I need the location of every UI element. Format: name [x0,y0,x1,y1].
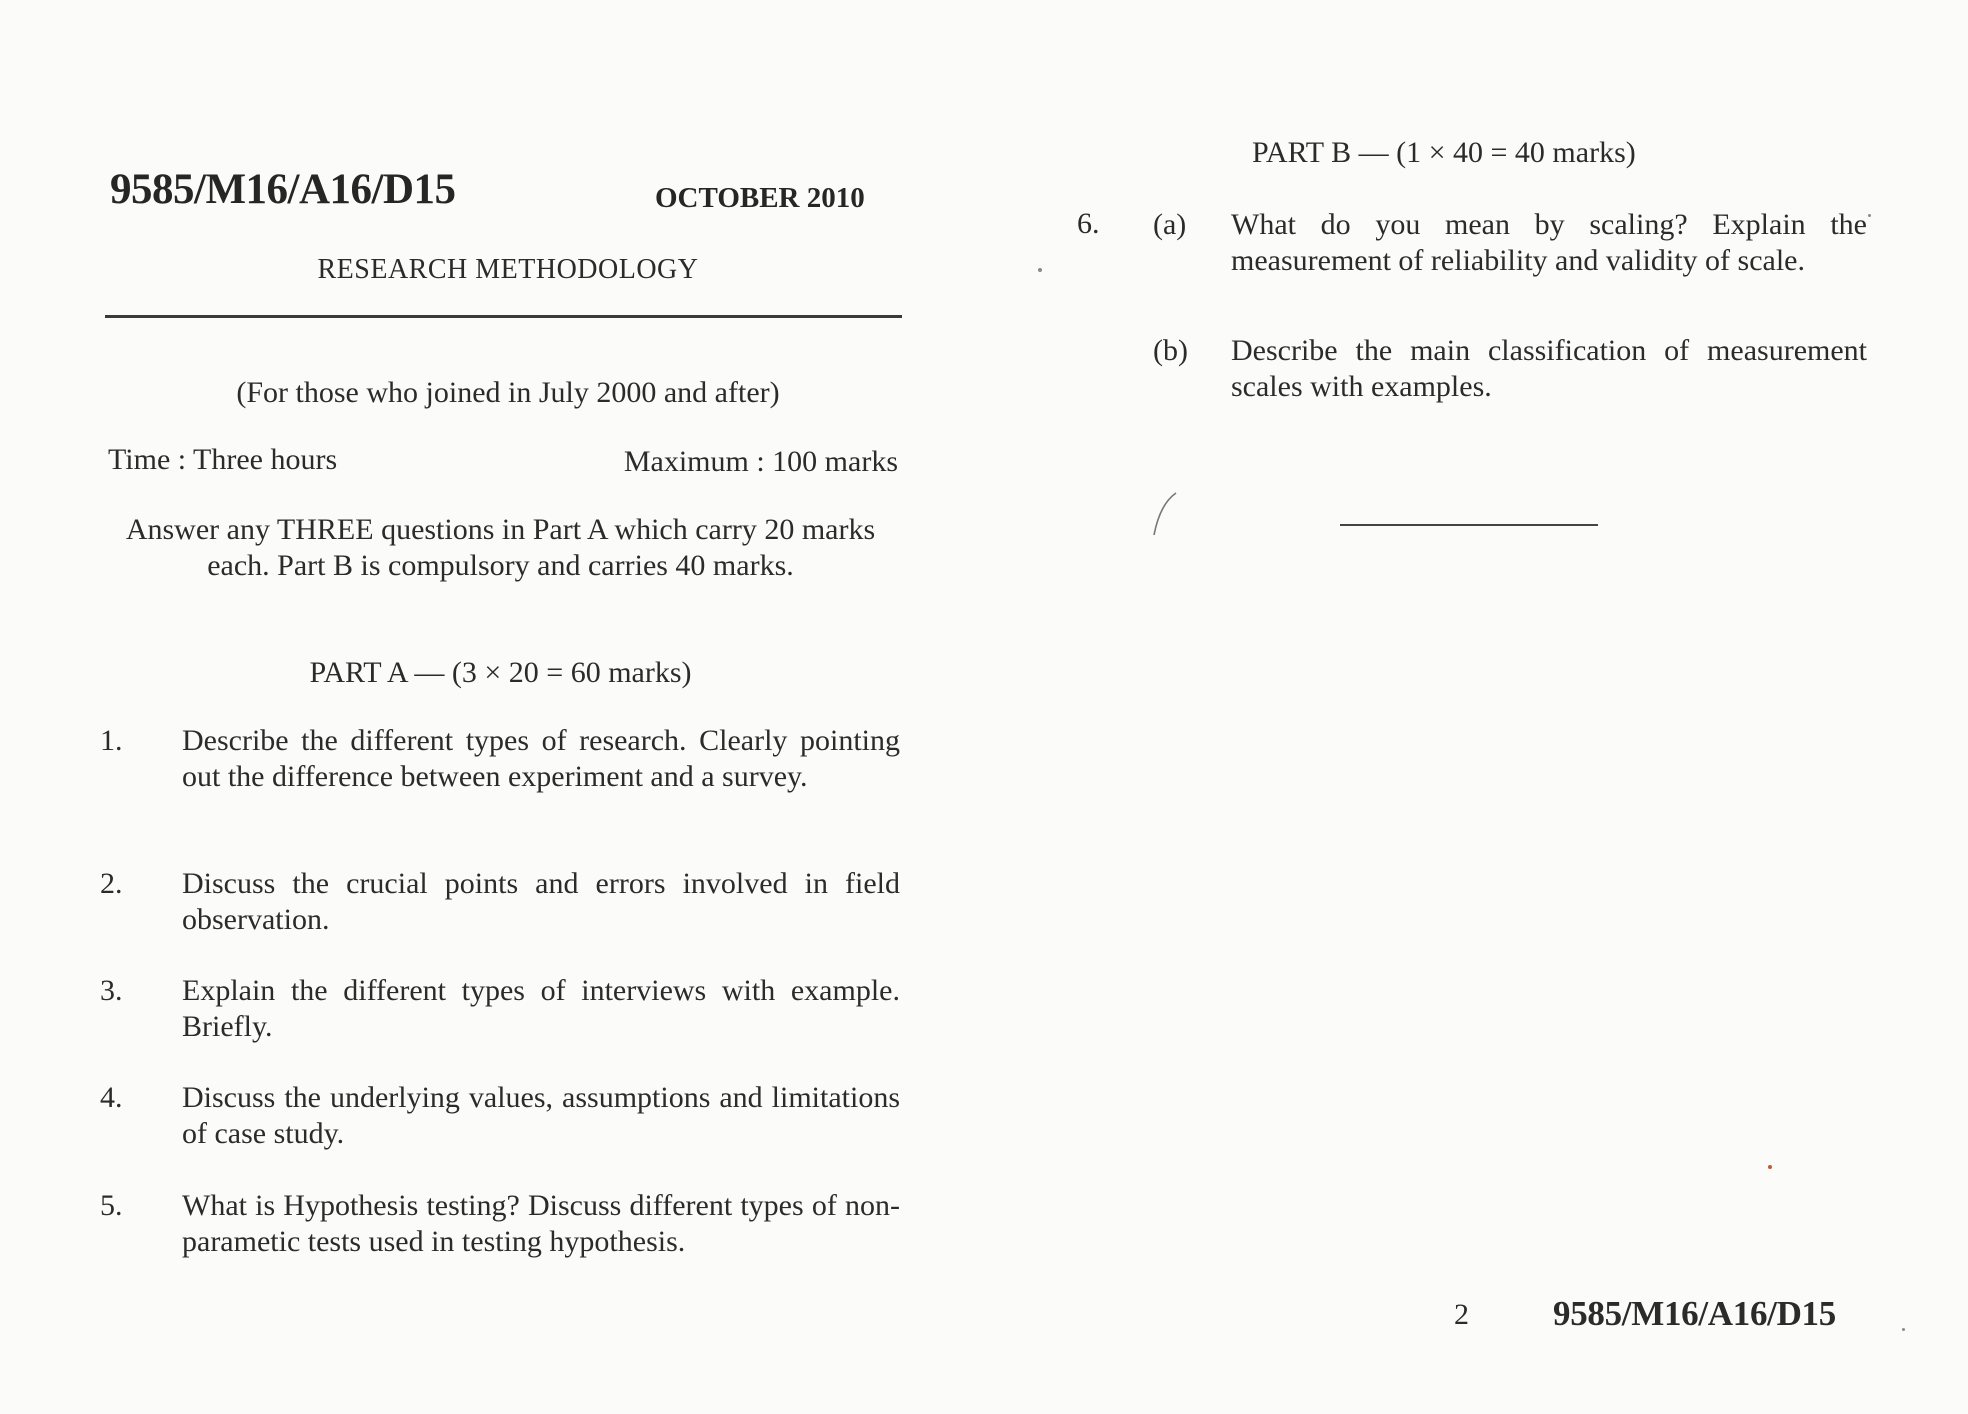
maximum-marks: Maximum : 100 marks [623,445,898,478]
question-number: 3. [100,974,123,1007]
question-text: Discuss the underlying values, assumptions and limitations of case study. [182,1081,900,1150]
subquestion-item [1153,333,1867,405]
exam-date: OCTOBER 2010 [655,182,865,214]
page-number: 2 [1454,1298,1469,1331]
subquestion-label: (a) [1153,208,1187,241]
time-allowed: Time : Three hours [108,443,338,476]
eligibility-note: (For those who joined in July 2000 and after) [236,376,780,409]
scan-speck [1868,214,1871,217]
subquestion-item [1153,207,1867,279]
question-number: 1. [100,724,123,757]
question-text: Discuss the crucial points and errors involved in field observation. [182,867,900,936]
question-number: 4. [100,1081,123,1114]
question-item [100,973,900,1045]
question-number: 2. [100,867,123,900]
question-item [100,1080,900,1152]
subject-title: RESEARCH METHODOLOGY [317,254,699,285]
scan-speck [1768,1165,1772,1169]
question-text: Describe the different types of research. Clearly pointing out the difference between experiment and a survey. [182,724,900,793]
end-of-paper-rule [1340,524,1598,526]
question-item [100,866,900,938]
question-item [100,1188,900,1260]
question-text: What is Hypothesis testing? Discuss different types of non-parametic tests used in testing hypothesis. [182,1189,900,1258]
footer-paper-code: 9585/M16/A16/D15 [1553,1294,1836,1333]
subquestion-label: (b) [1153,334,1188,367]
scan-speck [1038,268,1042,272]
header-divider [105,315,902,318]
subquestion-text: What do you mean by scaling? Explain the measurement of reliability and validity of scale. [1231,208,1867,277]
question-item [100,723,900,795]
question-number: 6. [1077,207,1100,240]
question-text: Explain the different types of interviews with example. Briefly. [182,974,900,1043]
instructions: Answer any THREE questions in Part A which carry 20 marks each. Part B is compulsory and carries 40 marks. [125,513,876,582]
paper-code-title: 9585/M16/A16/D15 [110,166,456,213]
question-number: 5. [100,1189,123,1222]
scan-speck [1902,1328,1905,1331]
subquestion-text: Describe the main classification of measurement scales with examples. [1231,334,1867,403]
part-b-heading: PART B — (1 × 40 = 40 marks) [1252,136,1636,169]
part-a-heading: PART A — (3 × 20 = 60 marks) [309,656,692,689]
pencil-mark [1150,490,1180,540]
